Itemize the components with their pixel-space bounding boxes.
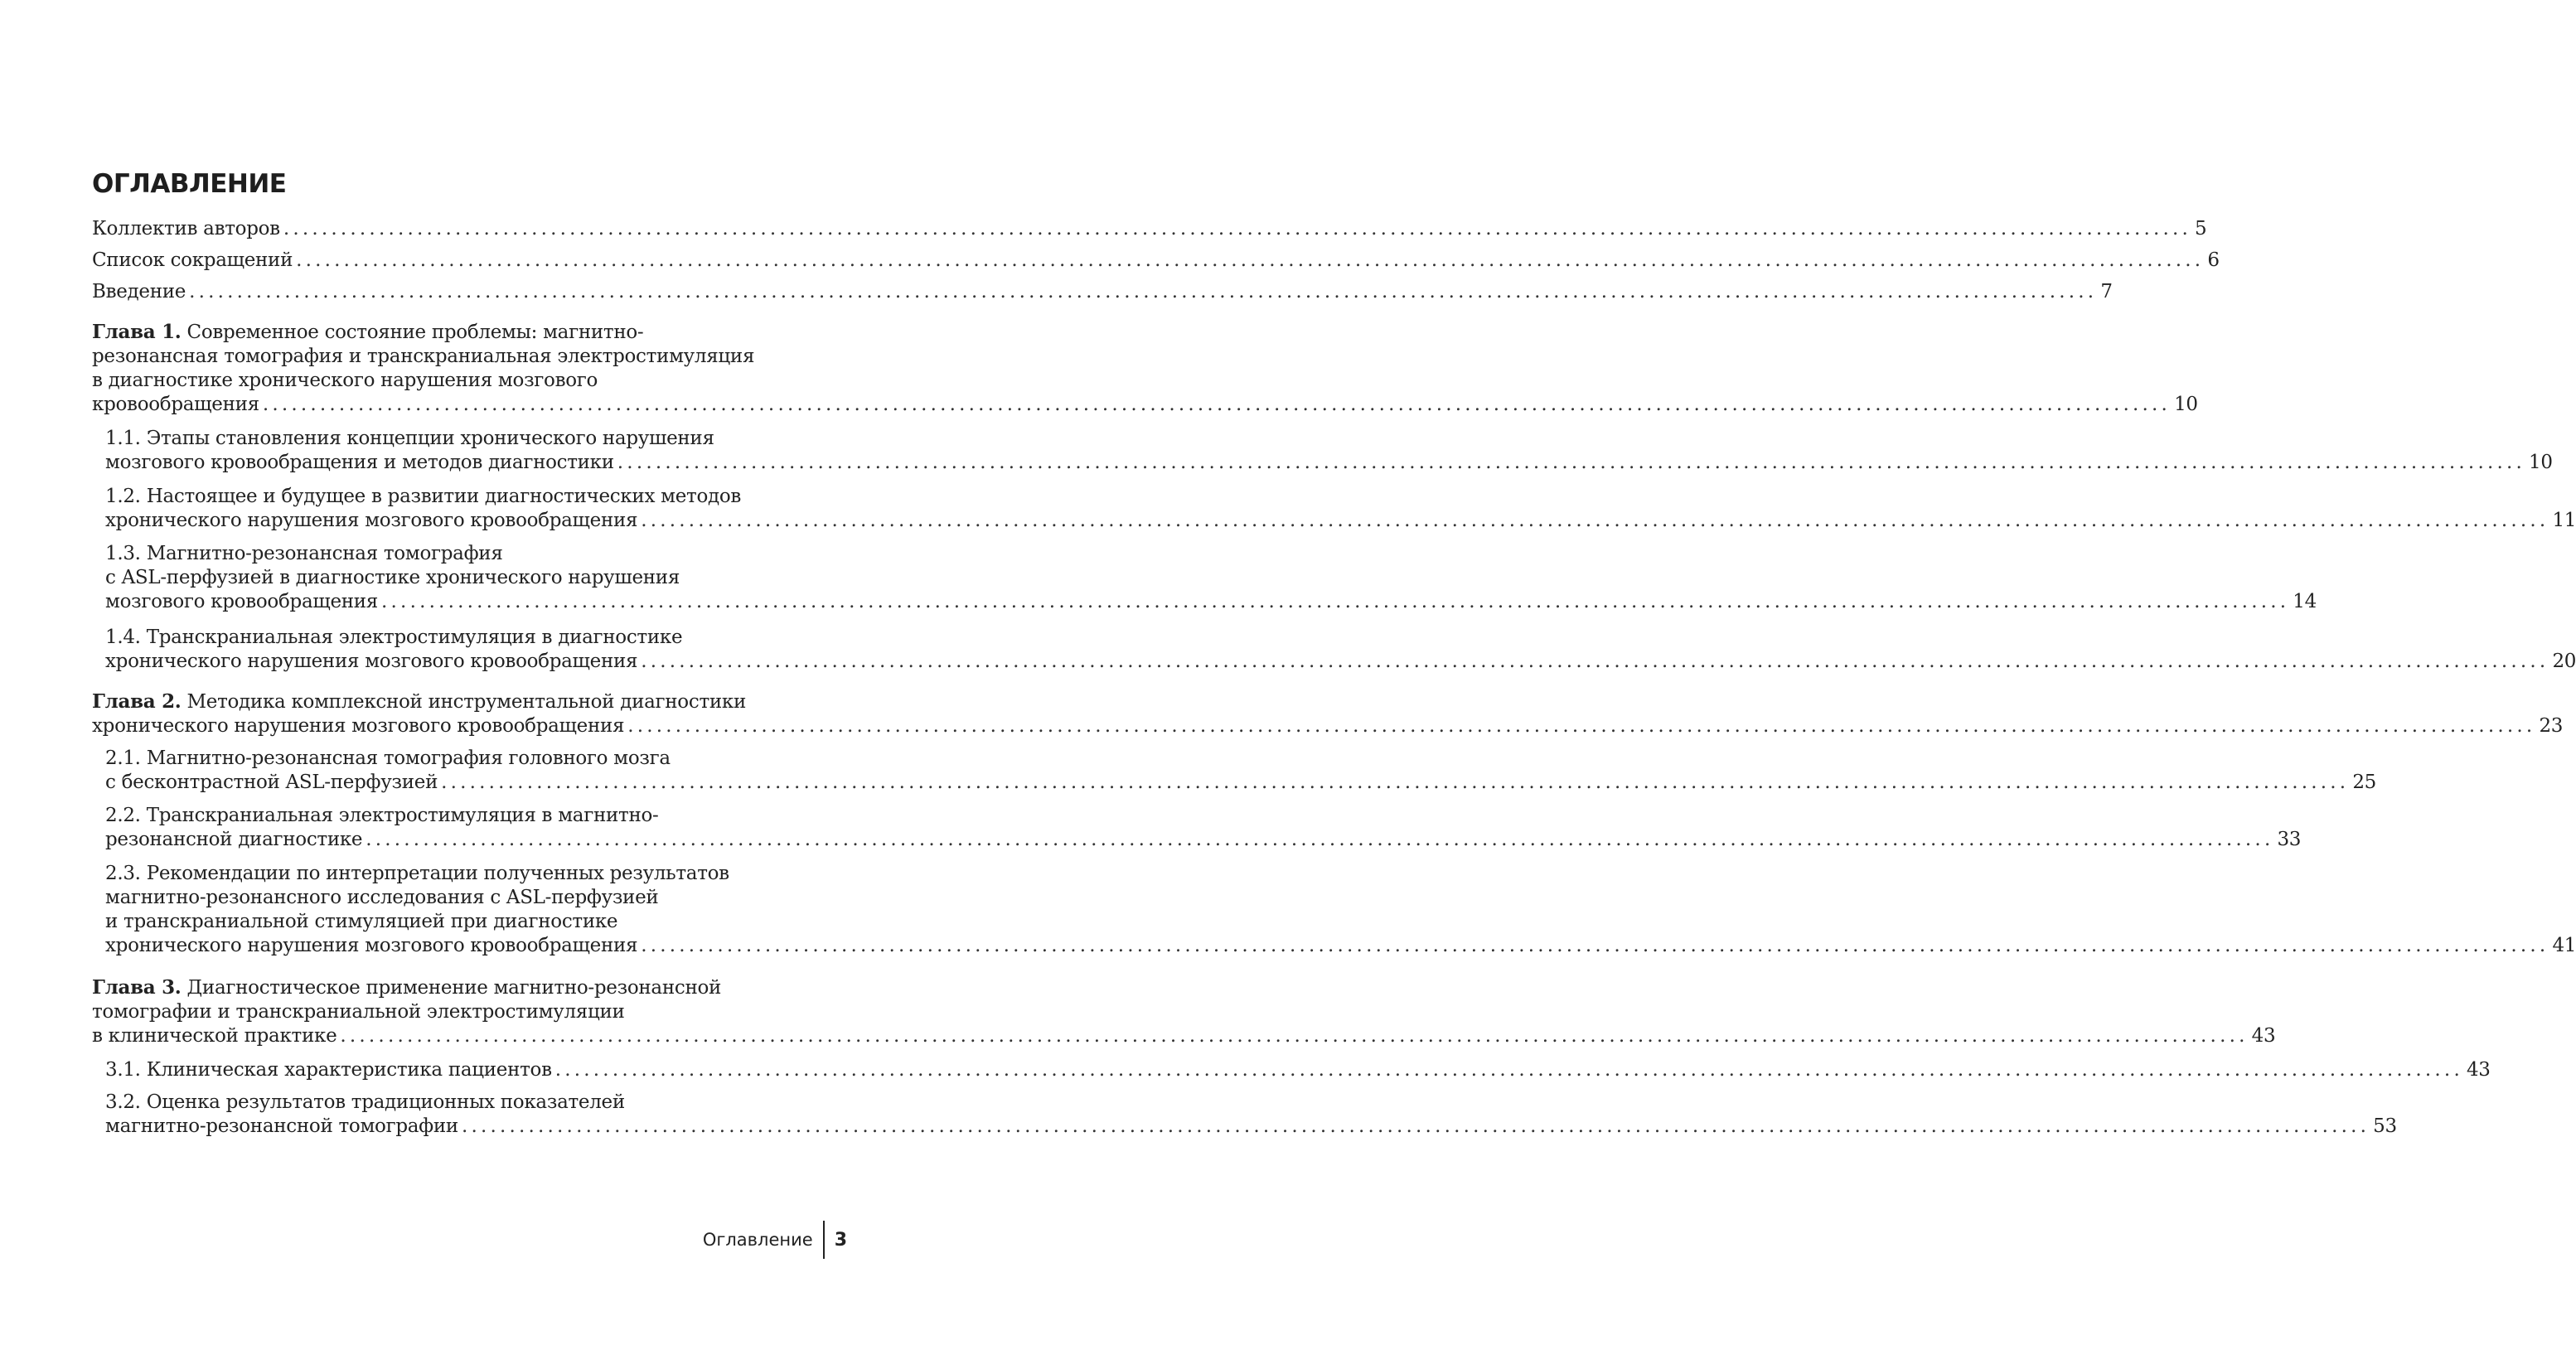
dot-leader: ........................................................................................................................................................................................................: [283, 218, 2192, 239]
toc-entry-line: и транскраниальной стимуляцией при диагностике: [105, 911, 618, 932]
page-number: 43: [2251, 1025, 2276, 1047]
dot-leader: ........................................................................................................................................................................................................: [627, 715, 2536, 737]
toc-entry-text: в клинической практике: [92, 1025, 337, 1047]
page-number: 14: [2293, 591, 2317, 612]
toc-entry-text: с бесконтрастной ASL-перфузией: [105, 772, 438, 793]
toc-entry-text: 3.1. Клиническая характеристика пациентов: [105, 1059, 552, 1081]
page-number: 10: [2174, 394, 2198, 415]
toc-entry-text: магнитно-резонансной томографии: [105, 1115, 458, 1137]
toc-entry-text: мозгового кровообращения: [105, 591, 379, 612]
toc-entry-chapter-2[interactable]: [92, 689, 2564, 738]
page-number: 23: [2539, 715, 2564, 737]
toc-entry-1-3[interactable]: [105, 542, 2317, 614]
toc-entry-abbreviations[interactable]: [92, 249, 2220, 273]
toc-entry-line: 1.1. Этапы становления концепции хронического нарушения: [105, 428, 714, 449]
toc-entry-text: хронического нарушения мозгового кровообращения: [92, 715, 625, 737]
toc-entry-line: 3.2. Оценка результатов традиционных показателей: [105, 1091, 625, 1113]
toc-entry-text: мозгового кровообращения и методов диагностики: [105, 452, 614, 473]
page-number: 43: [2466, 1059, 2491, 1081]
toc-entry-1-4[interactable]: [105, 626, 2576, 674]
page-number: 7: [2100, 281, 2113, 302]
toc-entry-line: 1.4. Транскраниальная электростимуляция в диагностике: [105, 627, 683, 648]
toc-entry-text: резонансной диагностике: [105, 829, 363, 850]
toc-entry-2-3[interactable]: [105, 862, 2576, 958]
toc-entry-line: 1.2. Настоящее и будущее в развитии диагностических методов: [105, 486, 742, 507]
toc-entry-text: хронического нарушения мозгового кровообращения: [105, 935, 638, 956]
toc-entry-text: кровообращения: [92, 394, 259, 415]
chapter-label: Глава 2.: [92, 690, 182, 713]
page-number: 11: [2552, 510, 2576, 531]
dot-leader: ........................................................................................................................................................................................................: [641, 935, 2549, 956]
toc-entry-text: хронического нарушения мозгового кровообращения: [105, 651, 638, 672]
toc-entry-3-2[interactable]: [105, 1091, 2397, 1139]
toc-entry-line: 2.3. Рекомендации по интерпретации полученных результатов: [105, 863, 729, 884]
page-number: 5: [2195, 218, 2207, 239]
dot-leader: ........................................................................................................................................................................................................: [189, 281, 2098, 302]
page-number: 41: [2552, 935, 2576, 956]
running-footer-title: Оглавление: [702, 1230, 813, 1250]
dot-leader: ........................................................................................................................................................................................................: [641, 510, 2549, 531]
dot-leader: ........................................................................................................................................................................................................: [461, 1115, 2370, 1137]
toc-entry-text: хронического нарушения мозгового кровообращения: [105, 510, 638, 531]
toc-entry-chapter-1[interactable]: [92, 320, 2198, 417]
chapter-label: Глава 3.: [92, 976, 182, 999]
dot-leader: ........................................................................................................................................................................................................: [641, 651, 2549, 672]
toc-entry-chapter-3[interactable]: [92, 975, 2276, 1048]
footer-divider: [823, 1221, 825, 1259]
dot-leader: ........................................................................................................................................................................................................: [381, 591, 2290, 612]
page-title: ОГЛАВЛЕНИЕ: [92, 169, 287, 199]
dot-leader: ........................................................................................................................................................................................................: [296, 249, 2205, 271]
toc-entry-1-2[interactable]: [105, 485, 2576, 533]
toc-entry-line: 1.3. Магнитно-резонансная томография: [105, 543, 503, 564]
toc-entry-3-1[interactable]: [105, 1058, 2491, 1082]
toc-entry-introduction[interactable]: [92, 280, 2113, 304]
page-number: 25: [2352, 772, 2376, 793]
toc-entry-authors[interactable]: [92, 217, 2207, 241]
dot-leader: ........................................................................................................................................................................................................: [262, 394, 2172, 415]
toc-entry-line: в диагностике хронического нарушения мозгового: [92, 370, 598, 391]
dot-leader: ........................................................................................................................................................................................................: [366, 829, 2274, 850]
page-number: 53: [2373, 1115, 2397, 1137]
toc-entry-line: с ASL-перфузией в диагностике хронического нарушения: [105, 567, 680, 588]
page-number: 20: [2552, 651, 2576, 672]
page-number: 33: [2277, 829, 2302, 850]
dot-leader: ........................................................................................................................................................................................................: [441, 772, 2350, 793]
toc-entry-line: Современное состояние проблемы: магнитно-: [181, 322, 644, 343]
toc-entry-1-1[interactable]: [105, 427, 2553, 475]
dot-leader: ........................................................................................................................................................................................................: [617, 452, 2526, 473]
toc-entry-2-1[interactable]: [105, 747, 2376, 795]
toc-entry-line: резонансная томография и транскраниальная электростимуляция: [92, 346, 755, 367]
toc-entry-line: 2.2. Транскраниальная электростимуляция в магнитно-: [105, 805, 659, 826]
toc-entry-2-2[interactable]: [105, 804, 2302, 852]
toc-entry-text: Список сокращений: [92, 249, 293, 271]
toc-entry-line: Диагностическое применение магнитно-резонансной: [181, 977, 722, 999]
toc-entry-text: Коллектив авторов: [92, 218, 280, 239]
page-number: 10: [2529, 452, 2553, 473]
toc-entry-line: Методика комплексной инструментальной диагностики: [181, 691, 746, 713]
page-number: 6: [2207, 249, 2220, 271]
chapter-label: Глава 1.: [92, 321, 182, 343]
toc-entry-line: томографии и транскраниальной электростимуляции: [92, 1001, 625, 1023]
page-footer: [703, 1221, 847, 1259]
toc-entry-line: магнитно-резонансного исследования с ASL-перфузией: [105, 887, 659, 908]
toc-entry-line: 2.1. Магнитно-резонансная томография головного мозга: [105, 747, 671, 769]
page-number-footer: 3: [834, 1229, 847, 1251]
toc-entry-text: Введение: [92, 281, 186, 302]
dot-leader: ........................................................................................................................................................................................................: [554, 1059, 2463, 1081]
dot-leader: ........................................................................................................................................................................................................: [340, 1025, 2249, 1047]
